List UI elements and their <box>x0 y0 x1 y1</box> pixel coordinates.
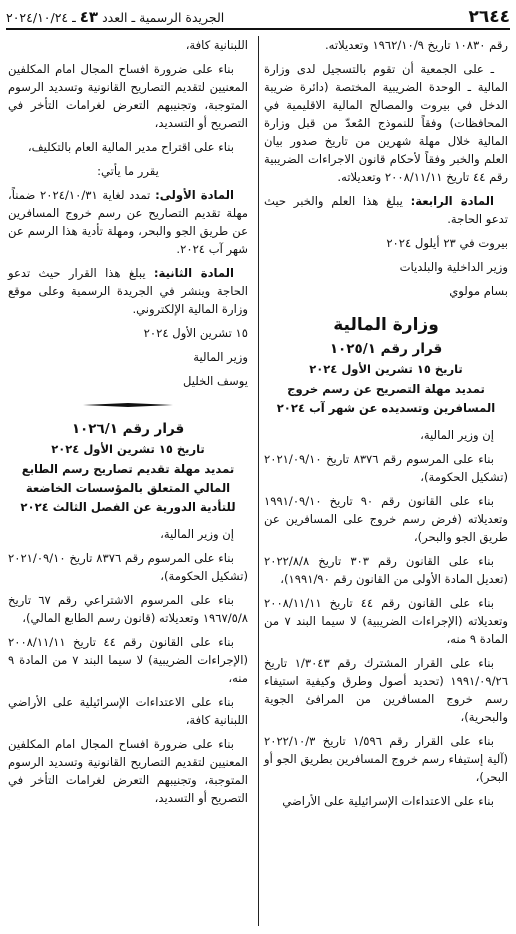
paragraph: بناء على القانون رقم ٣٠٣ تاريخ ٢٠٢٢/٨/٨ (تعديل المادة الأولى من القانون رقم ١٩٩١/٩٠)، <box>264 554 508 586</box>
decree-date: تاريخ ١٥ تشرين الأول ٢٠٢٤ <box>51 442 205 456</box>
paragraph: إن وزير المالية، <box>160 527 234 541</box>
section-divider <box>83 400 173 410</box>
paragraph: بناء على القانون رقم ٩٠ تاريخ ١٩٩١/٠٩/١٠ وتعديلاته (فرض رسم خروج على المسافرين عن طريق الجو والبحر)، <box>264 494 508 544</box>
article-label: المادة الرابعة: <box>410 194 494 208</box>
decree-title: قرار رقم ١٠٢٥/١ <box>329 341 443 357</box>
paragraph: بناء على الاعتداءات الإسرائيلية على الأراضي <box>282 794 494 808</box>
decides-line: يقرر ما يأتي: <box>97 164 159 178</box>
decree-subject: تمديد مهلة تقديم تصاريح رسم الطابع المالي المتعلق بالمؤسسات الخاضعة للتأدية الدورية عن الفصل الثالث ٢٠٢٤ <box>20 462 236 514</box>
ministry-heading: وزارة المالية <box>333 315 439 335</box>
paragraph: بناء على المرسوم رقم ٨٣٧٦ تاريخ ٢٠٢١/٠٩/١٠ (تشكيل الحكومة)، <box>8 551 248 583</box>
paragraph: بناء على القانون رقم ٤٤ تاريخ ٢٠٠٨/١١/١١ (الإجراءات الضريبية) لا سيما البند ٧ من المادة ٩ منه، <box>8 635 248 685</box>
article-text: يبلغ هذا القرار حيث تدعو الحاجة وينشر في الجريدة الرسمية وعلى موقع وزارة المالية الإلكتروني. <box>8 266 248 316</box>
article-2 <box>8 264 248 318</box>
column-divider <box>258 36 259 926</box>
paragraph: ـ على الجمعية أن تقوم بالتسجيل لدى وزارة المالية ـ الوحدة الضريبية المختصة (دائرة ضريبة الدخل في بيروت والمصالح المالية الاقليمية في المحافظات) وفقاً للنموذج المُعدّ من قبل وزارة المالية خلال مهلة شهرين من تاريخ صدور بيان العلم والخبر وفقاً لأحكام قانون الاجراءات الضريبية رقم ٤٤ تاريخ ٢٠٠٨/١١/١١ وتعديلاته. <box>264 62 508 184</box>
article-4 <box>264 192 508 228</box>
decree-subject: تمديد مهلة التصريح عن رسم خروج المسافرين وتسديده عن شهر آب ٢٠٢٤ <box>276 382 496 415</box>
place-date: بيروت في ٢٣ أيلول ٢٠٢٤ <box>386 236 508 250</box>
paragraph: بناء على القرار المشترك رقم ١/٣٠٤٣ تاريخ ١٩٩١/٠٩/٢٦ (تحديد أصول وطرق وكيفية استيفاء رسم خروج المسافرين من المرافئ الجوية والبحرية)، <box>264 656 508 724</box>
paragraph: بناء على اقتراح مدير المالية العام بالتكليف، <box>27 140 234 154</box>
left-column <box>8 36 248 813</box>
journal-title <box>6 8 224 26</box>
paragraph: بناء على المرسوم الاشتراعي رقم ٦٧ تاريخ ١٩٦٧/٥/٨ وتعديلاته (قانون رسم الطابع المالي)، <box>8 593 248 625</box>
minister-name: بسام مولوي <box>449 284 508 298</box>
place-date: ١٥ تشرين الأول ٢٠٢٤ <box>143 326 248 340</box>
page-number: ٢٦٤٤ <box>468 7 510 27</box>
article-1 <box>8 186 248 258</box>
issue-number: ٤٣ <box>79 8 99 26</box>
minister-title: وزير الداخلية والبلديات <box>399 260 508 274</box>
article-label: المادة الأولى: <box>155 188 234 202</box>
page-header <box>6 6 510 30</box>
minister-name: يوسف الخليل <box>183 374 248 388</box>
paragraph: رقم ١٠٨٣٠ تاريخ ١٩٦٢/١٠/٩ وتعديلاته. <box>324 38 508 52</box>
paragraph: بناء على القانون رقم ٤٤ تاريخ ٢٠٠٨/١١/١١ وتعديلاته (الإجراءات الضريبية) لا سيما البند ٧ من المادة ٩ منه، <box>264 596 508 646</box>
minister-title: وزير المالية <box>193 350 248 364</box>
paragraph: بناء على المرسوم رقم ٨٣٧٦ تاريخ ٢٠٢١/٠٩/١٠ (تشكيل الحكومة)، <box>264 452 508 484</box>
issue-date: ـ ٢٠٢٤/١٠/٢٤ <box>6 10 76 25</box>
article-text: يبلغ هذا العلم والخبر حيث تدعو الحاجة. <box>264 194 508 226</box>
right-column <box>264 36 508 816</box>
journal-prefix: الجريدة الرسمية ـ العدد <box>102 10 225 25</box>
paragraph: بناء على القرار رقم ١/٥٩٦ تاريخ ٢٠٢٢/١٠/٣ (آلية إستيفاء رسم خروج المسافرين بطريق الجو أو البحر)، <box>264 734 508 784</box>
decree-title: قرار رقم ١٠٢٦/١ <box>71 421 185 437</box>
paragraph: بناء على ضرورة افساح المجال امام المكلفين المعنيين لتقديم التصاريح القانونية وتسديد الرسوم المتوجبة، وتجنيبهم التعرض لغرامات التأخر في التصريح أو التسديد، <box>8 62 248 130</box>
paragraph: بناء على الاعتداءات الإسرائيلية على الأراضي اللبنانية كافة، <box>8 695 248 727</box>
article-text: تمدد لغاية ٢٠٢٤/١٠/٣١ ضمناً، مهلة تقديم التصاريح عن رسم خروج المسافرين عن طريق الجو والبحر، ومهلة تأدية هذا الرسم عن شهر آب ٢٠٢٤. <box>8 188 248 256</box>
article-label: المادة الثانية: <box>153 266 234 280</box>
paragraph: اللبنانية كافة، <box>185 38 248 52</box>
paragraph: بناء على ضرورة افساح المجال امام المكلفين المعنيين لتقديم التصاريح القانونية وتسديد الرسوم المتوجبة، وتجنيبهم التعرض لغرامات التأخر في التصريح أو التسديد، <box>8 737 248 805</box>
decree-date: تاريخ ١٥ تشرين الأول ٢٠٢٤ <box>309 362 463 376</box>
paragraph: إن وزير المالية، <box>420 428 494 442</box>
